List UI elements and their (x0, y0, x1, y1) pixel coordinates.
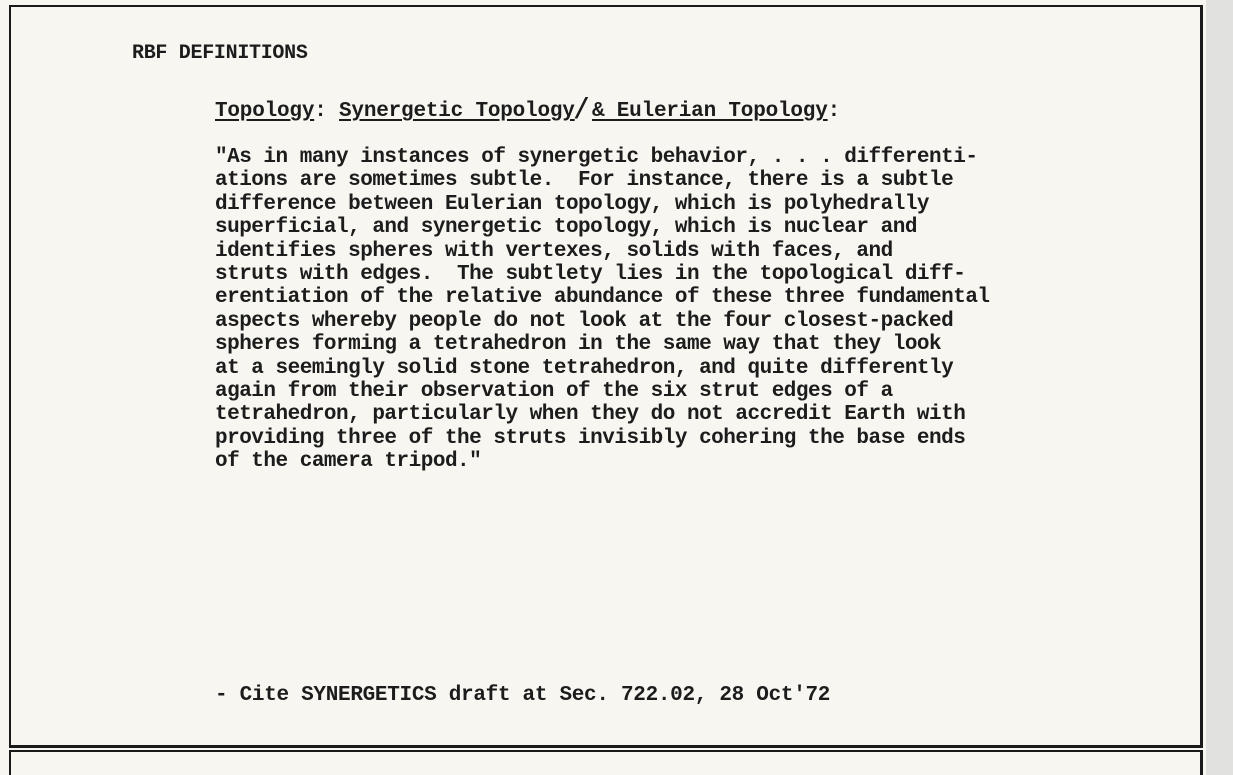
quote-line: providing three of the struts invisibly cohering the base ends (215, 426, 966, 450)
subject-line (215, 93, 840, 123)
quote-line: identifies spheres with vertexes, solids with faces, and (215, 239, 893, 263)
quote-line: spheres forming a tetrahedron in the same way that they look (215, 333, 942, 357)
subject-trailing: : (827, 100, 841, 123)
card-header: RBF DEFINITIONS (132, 42, 308, 65)
quote-line: ations are sometimes subtle. For instance, there is a subtle (215, 169, 954, 193)
next-card-edge (9, 750, 1203, 775)
quote-line: superficial, and synergetic topology, which is nuclear and (215, 216, 917, 240)
quote-line: at a seemingly solid stone tetrahedron, and quite differently (215, 356, 954, 380)
subject-term-topology: Topology (215, 100, 315, 123)
subject-term-eulerian: & Eulerian Topology (591, 100, 828, 123)
scanner-edge-strip (1206, 0, 1233, 775)
quote-line: tetrahedron, particularly when they do not accredit Earth with (215, 403, 966, 427)
quote-line: "As in many instances of synergetic behavior, . . . differenti- (215, 146, 978, 169)
quote-line: of the camera tripod." (215, 450, 482, 474)
quote-line: again from their observation of the six strut edges of a (215, 380, 893, 404)
quote-line: difference between Eulerian topology, which is polyhedrally (215, 192, 930, 216)
definition-quote (215, 146, 1115, 474)
subject-separator: : (314, 100, 340, 123)
handwritten-mark: / (576, 93, 586, 123)
citation: - Cite SYNERGETICS draft at Sec. 722.02, 28 Oct'72 (215, 684, 831, 707)
quote-line: struts with edges. The subtlety lies in the topological diff- (215, 263, 966, 287)
quote-line: erentiation of the relative abundance of these three fundamental (215, 286, 990, 310)
quote-line: aspects whereby people do not look at the four closest-packed (215, 309, 954, 333)
subject-term-synergetic: Synergetic Topology (339, 100, 575, 123)
